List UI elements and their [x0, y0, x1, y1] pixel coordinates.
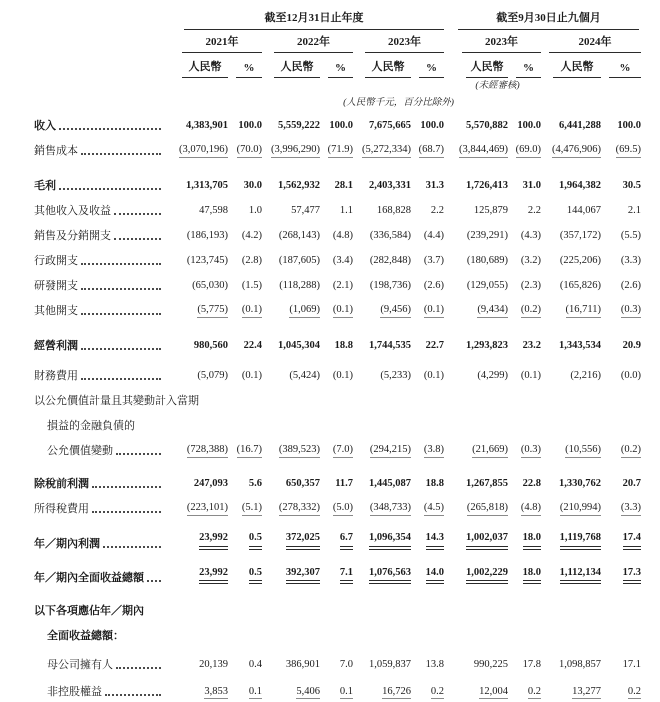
- financial-table: [0, 6, 641, 702]
- row-label: 以公允價值計量且其變動計入當期: [34, 395, 199, 408]
- cell-value: 247,093: [193, 478, 228, 489]
- column-group-gap: [444, 321, 454, 356]
- table-row: [0, 196, 641, 221]
- column-group-gap: [444, 386, 454, 411]
- column-group-gap: [444, 519, 454, 554]
- dot-leader: [59, 188, 161, 190]
- cell-value: (3.8): [424, 444, 444, 458]
- cell-value: (2,216): [570, 370, 602, 381]
- cell-value: 57,477: [291, 205, 320, 216]
- cell-value: 1,343,534: [559, 340, 602, 351]
- percent-header: %: [236, 62, 262, 78]
- cell-value: (348,733): [370, 502, 411, 516]
- cell-value: 100.0: [420, 120, 445, 131]
- cell-value: 100.0: [617, 120, 642, 131]
- cell-value: (4.4): [423, 230, 445, 241]
- cell-value: (118,288): [279, 280, 320, 291]
- dot-leader: [92, 511, 161, 513]
- row-label: 其他收入及收益: [34, 205, 111, 218]
- row-label: 全面收益總額：: [47, 630, 124, 643]
- cell-value: (4.3): [520, 230, 542, 241]
- column-group-gap: [444, 554, 454, 589]
- cell-value: 22.8: [522, 478, 542, 489]
- cell-value: 386,901: [285, 659, 320, 671]
- group-header-annual: 截至12月31日止年度: [184, 9, 444, 30]
- table-row: [0, 109, 641, 136]
- table-row: [0, 646, 641, 675]
- column-group-gap: [444, 411, 454, 436]
- cell-value: (2.1): [332, 280, 353, 291]
- year-header-2022: 2022年: [274, 33, 353, 53]
- row-label: 毛利: [34, 180, 56, 193]
- cell-value: (3.2): [520, 255, 542, 266]
- cell-value: 1.0: [248, 205, 262, 216]
- row-label: 收入: [34, 120, 56, 133]
- column-group-gap: [444, 196, 454, 221]
- cell-value: 392,307: [286, 567, 320, 582]
- cell-value: (3.3): [620, 255, 642, 266]
- row-label: 非控股權益: [47, 686, 102, 699]
- column-group-gap: [444, 356, 454, 386]
- cell-value: (1,069): [289, 304, 320, 318]
- row-label: 公允價值變動: [47, 445, 113, 458]
- cell-value: 1,098,857: [559, 659, 602, 671]
- table-row: [0, 411, 641, 436]
- dot-leader: [103, 546, 161, 548]
- row-label: 母公司擁有人: [47, 659, 113, 672]
- cell-value: 12,004: [479, 686, 508, 700]
- column-group-gap: [444, 161, 454, 196]
- table-row: [0, 246, 641, 271]
- cell-value: 47,598: [199, 205, 228, 216]
- cell-value: (7.0): [333, 444, 353, 458]
- cell-value: 18.0: [523, 532, 541, 547]
- cell-value: (16,711): [566, 304, 601, 318]
- cell-value: (187,605): [278, 255, 320, 266]
- dot-leader: [92, 486, 161, 488]
- cell-value: 28.1: [334, 180, 353, 191]
- cell-value: 23,992: [199, 532, 228, 547]
- table-row: [0, 321, 641, 356]
- row-label: 以下各項應佔年／期內: [34, 605, 144, 618]
- cell-value: (10,556): [565, 444, 601, 458]
- dot-leader: [116, 453, 161, 455]
- cell-value: 1,002,037: [466, 532, 508, 547]
- cell-value: (4,476,906): [552, 144, 601, 158]
- cell-value: (3,844,469): [459, 144, 508, 158]
- cell-value: (0.1): [242, 304, 262, 318]
- row-label: 研發開支: [34, 280, 78, 293]
- dot-leader: [81, 263, 161, 265]
- cell-value: (0.1): [424, 304, 444, 318]
- cell-value: 2.1: [627, 205, 642, 216]
- cell-value: 5,570,882: [466, 120, 509, 131]
- cell-value: 30.5: [622, 180, 642, 191]
- row-label: 損益的金融負債的: [47, 420, 135, 433]
- cell-value: 980,560: [193, 340, 228, 351]
- table-row: [0, 136, 641, 161]
- cell-value: 4,383,901: [186, 120, 228, 131]
- cell-value: (4.8): [521, 502, 541, 516]
- cell-value: 16,726: [382, 686, 411, 700]
- dot-leader: [81, 288, 161, 290]
- cell-value: (68.7): [419, 144, 444, 158]
- cell-value: (3.4): [332, 255, 353, 266]
- cell-value: 0.1: [340, 686, 353, 700]
- table-row: [0, 588, 641, 621]
- column-group-gap: [444, 675, 454, 702]
- cell-value: (5,775): [197, 304, 228, 318]
- table-row: [0, 271, 641, 296]
- cell-value: 31.0: [522, 180, 542, 191]
- cell-value: (5.5): [620, 230, 642, 241]
- cell-value: (4.8): [332, 230, 353, 241]
- cell-value: 22.7: [425, 340, 445, 351]
- cell-value: 0.4: [248, 659, 262, 671]
- cell-value: (70.0): [237, 144, 262, 158]
- cell-value: (0.1): [333, 304, 353, 318]
- cell-value: (198,736): [369, 280, 411, 291]
- row-label: 銷售成本: [34, 145, 78, 158]
- cell-value: 7,675,665: [369, 120, 411, 131]
- cell-value: (210,994): [560, 502, 601, 516]
- year-header-2023-interim: 2023年: [462, 33, 541, 53]
- table-row: [0, 161, 641, 196]
- cell-value: 2.2: [430, 205, 445, 216]
- cell-value: 0.5: [249, 532, 262, 547]
- cell-value: (2.3): [520, 280, 542, 291]
- table-row: [0, 519, 641, 554]
- cell-value: 17.8: [522, 659, 542, 671]
- cell-value: 0.5: [249, 567, 262, 582]
- column-group-gap: [444, 246, 454, 271]
- cell-value: (389,523): [279, 444, 320, 458]
- table-row: [0, 554, 641, 589]
- cell-value: (16.7): [237, 444, 262, 458]
- row-label: 除稅前利潤: [34, 478, 89, 491]
- cell-value: (9,434): [477, 304, 508, 318]
- cell-value: (3.7): [423, 255, 445, 266]
- cell-value: (0.1): [423, 370, 445, 381]
- cell-value: (123,745): [186, 255, 228, 266]
- currency-header: 人民幣: [466, 58, 508, 78]
- cell-value: (69.0): [516, 144, 541, 158]
- dot-leader: [116, 667, 161, 669]
- table-body: [0, 109, 641, 702]
- cell-value: 7.1: [340, 567, 353, 582]
- cell-value: 22.4: [243, 340, 262, 351]
- cell-value: 100.0: [329, 120, 353, 131]
- cell-value: (129,055): [466, 280, 509, 291]
- column-group-gap: [444, 646, 454, 675]
- cell-value: (239,291): [466, 230, 509, 241]
- cell-value: (0.2): [521, 304, 541, 318]
- row-label: 經營利潤: [34, 340, 78, 353]
- currency-header: 人民幣: [182, 58, 228, 78]
- cell-value: 18.0: [523, 567, 541, 582]
- cell-value: 125,879: [473, 205, 509, 216]
- cell-value: 1.1: [339, 205, 353, 216]
- percent-header: %: [516, 62, 541, 78]
- cell-value: (5,424): [289, 370, 320, 381]
- year-header-2024-interim: 2024年: [549, 33, 641, 53]
- cell-value: 1,002,229: [466, 567, 508, 582]
- cell-value: 31.3: [425, 180, 445, 191]
- column-group-gap: [444, 436, 454, 461]
- cell-value: (357,172): [559, 230, 602, 241]
- table-row: [0, 356, 641, 386]
- dot-leader: [81, 153, 161, 155]
- column-group-gap: [444, 461, 454, 494]
- cell-value: 3,853: [204, 686, 228, 700]
- cell-value: (2.6): [423, 280, 445, 291]
- cell-value: (265,818): [467, 502, 508, 516]
- cell-value: 1,267,855: [466, 478, 509, 489]
- cell-value: 1,313,705: [186, 180, 228, 191]
- cell-value: 100.0: [517, 120, 542, 131]
- group-header-interim: 截至9月30日止九個月: [458, 9, 639, 30]
- row-label: 行政開支: [34, 255, 78, 268]
- cell-value: 1,045,304: [278, 340, 320, 351]
- cell-value: (5.0): [333, 502, 353, 516]
- cell-value: (225,206): [559, 255, 602, 266]
- table-row: [0, 436, 641, 461]
- dot-leader: [105, 694, 161, 696]
- cell-value: (3,070,196): [179, 144, 228, 158]
- cell-value: 6.7: [340, 532, 353, 547]
- dot-leader: [81, 348, 161, 350]
- currency-header: 人民幣: [274, 58, 320, 78]
- table-row: [0, 386, 641, 411]
- cell-value: 1,330,762: [559, 478, 602, 489]
- cell-value: (0.0): [620, 370, 642, 381]
- cell-value: (336,584): [369, 230, 411, 241]
- cell-value: 2,403,331: [369, 180, 411, 191]
- dot-leader: [81, 378, 161, 380]
- cell-value: (180,689): [466, 255, 509, 266]
- cell-value: 23,992: [199, 567, 228, 582]
- cell-value: 23.2: [522, 340, 542, 351]
- cell-value: (5,079): [197, 370, 228, 381]
- cell-value: 30.0: [243, 180, 262, 191]
- dot-leader: [81, 313, 161, 315]
- cell-value: 1,112,134: [560, 567, 601, 582]
- year-header-2023: 2023年: [365, 33, 444, 53]
- currency-header: 人民幣: [365, 58, 411, 78]
- cell-value: (728,388): [187, 444, 228, 458]
- year-header-2021: 2021年: [182, 33, 262, 53]
- cell-value: 20,139: [199, 659, 228, 671]
- column-group-gap: [444, 296, 454, 321]
- cell-value: 0.2: [431, 686, 444, 700]
- column-group-gap: [444, 109, 454, 136]
- cell-value: (294,215): [370, 444, 411, 458]
- cell-value: 17.4: [623, 532, 641, 547]
- cell-value: (0.1): [520, 370, 542, 381]
- cell-value: (5,233): [380, 370, 411, 381]
- cell-value: 14.3: [426, 532, 444, 547]
- cell-value: 1,562,932: [278, 180, 320, 191]
- cell-value: (3.3): [621, 502, 641, 516]
- cell-value: (186,193): [186, 230, 228, 241]
- cell-value: (165,826): [559, 280, 602, 291]
- cell-value: 5.6: [248, 478, 262, 489]
- cell-value: (2.8): [241, 255, 262, 266]
- cell-value: 6,441,288: [559, 120, 602, 131]
- cell-value: 5,406: [296, 686, 320, 700]
- table-row: [0, 621, 641, 646]
- column-group-gap: [444, 136, 454, 161]
- cell-value: 1,726,413: [466, 180, 509, 191]
- units-note: (人民幣千元，百分比除外): [343, 98, 454, 108]
- table-header: [0, 6, 641, 109]
- cell-value: 168,828: [376, 205, 411, 216]
- column-group-gap: [444, 588, 454, 621]
- cell-value: (282,848): [369, 255, 411, 266]
- cell-value: (71.9): [328, 144, 353, 158]
- cell-value: (2.6): [620, 280, 642, 291]
- cell-value: (0.3): [621, 304, 641, 318]
- percent-header: %: [609, 62, 641, 78]
- cell-value: 5,559,222: [278, 120, 320, 131]
- cell-value: (4.2): [241, 230, 262, 241]
- cell-value: 18.8: [425, 478, 445, 489]
- cell-value: 1,744,535: [369, 340, 411, 351]
- column-group-gap: [444, 221, 454, 246]
- table-row: [0, 221, 641, 246]
- currency-header: 人民幣: [553, 58, 601, 78]
- cell-value: 1,119,768: [560, 532, 601, 547]
- percent-header: %: [328, 62, 353, 78]
- cell-value: 100.0: [238, 120, 262, 131]
- table-row: [0, 494, 641, 519]
- cell-value: (0.3): [521, 444, 541, 458]
- cell-value: (0.1): [241, 370, 262, 381]
- cell-value: (9,456): [380, 304, 411, 318]
- percent-header: %: [419, 62, 444, 78]
- dot-leader: [147, 580, 161, 582]
- cell-value: 17.1: [622, 659, 642, 671]
- cell-value: 13.8: [425, 659, 445, 671]
- dot-leader: [114, 213, 161, 215]
- cell-value: 17.3: [623, 567, 641, 582]
- row-label: 年／期內利潤: [34, 537, 100, 550]
- cell-value: 0.2: [528, 686, 541, 700]
- cell-value: 1,445,087: [369, 478, 411, 489]
- cell-value: 18.8: [334, 340, 353, 351]
- row-label: 財務費用: [34, 370, 78, 383]
- cell-value: (5.1): [242, 502, 262, 516]
- cell-value: (4,299): [477, 370, 509, 381]
- cell-value: (21,669): [472, 444, 508, 458]
- cell-value: 1,293,823: [466, 340, 509, 351]
- cell-value: 20.9: [622, 340, 642, 351]
- column-group-gap: [444, 621, 454, 646]
- cell-value: 13,277: [572, 686, 601, 700]
- row-label: 銷售及分銷開支: [34, 230, 111, 243]
- cell-value: 0.2: [628, 686, 641, 700]
- cell-value: 1,059,837: [369, 659, 411, 671]
- cell-value: (0.2): [621, 444, 641, 458]
- cell-value: (5,272,334): [362, 144, 411, 158]
- cell-value: (223,101): [187, 502, 228, 516]
- dot-leader: [114, 238, 161, 240]
- column-group-gap: [444, 271, 454, 296]
- column-group-gap: [444, 494, 454, 519]
- cell-value: 372,025: [286, 532, 320, 547]
- cell-value: 14.0: [426, 567, 444, 582]
- table-row: [0, 675, 641, 702]
- row-label: 其他開支: [34, 305, 78, 318]
- cell-value: 990,225: [473, 659, 509, 671]
- table-row: [0, 296, 641, 321]
- table-row: [0, 461, 641, 494]
- cell-value: (3,996,290): [271, 144, 320, 158]
- cell-value: 1,096,354: [369, 532, 411, 547]
- cell-value: (4.5): [424, 502, 444, 516]
- cell-value: (65,030): [192, 280, 228, 291]
- cell-value: 2.2: [527, 205, 542, 216]
- cell-value: 7.0: [339, 659, 353, 671]
- row-label: 所得稅費用: [34, 503, 89, 516]
- cell-value: (278,332): [279, 502, 320, 516]
- cell-value: (0.1): [332, 370, 353, 381]
- cell-value: 0.1: [249, 686, 262, 700]
- cell-value: (1.5): [241, 280, 262, 291]
- cell-value: (268,143): [278, 230, 320, 241]
- dot-leader: [59, 128, 161, 130]
- cell-value: 144,067: [566, 205, 602, 216]
- unaudited-note: (未經審核): [475, 81, 520, 91]
- cell-value: 11.7: [335, 478, 353, 489]
- cell-value: 1,964,382: [559, 180, 602, 191]
- cell-value: (69.5): [616, 144, 641, 158]
- cell-value: 20.7: [622, 478, 642, 489]
- cell-value: 1,076,563: [369, 567, 411, 582]
- cell-value: 650,357: [285, 478, 320, 489]
- row-label: 年／期內全面收益總額: [34, 572, 144, 585]
